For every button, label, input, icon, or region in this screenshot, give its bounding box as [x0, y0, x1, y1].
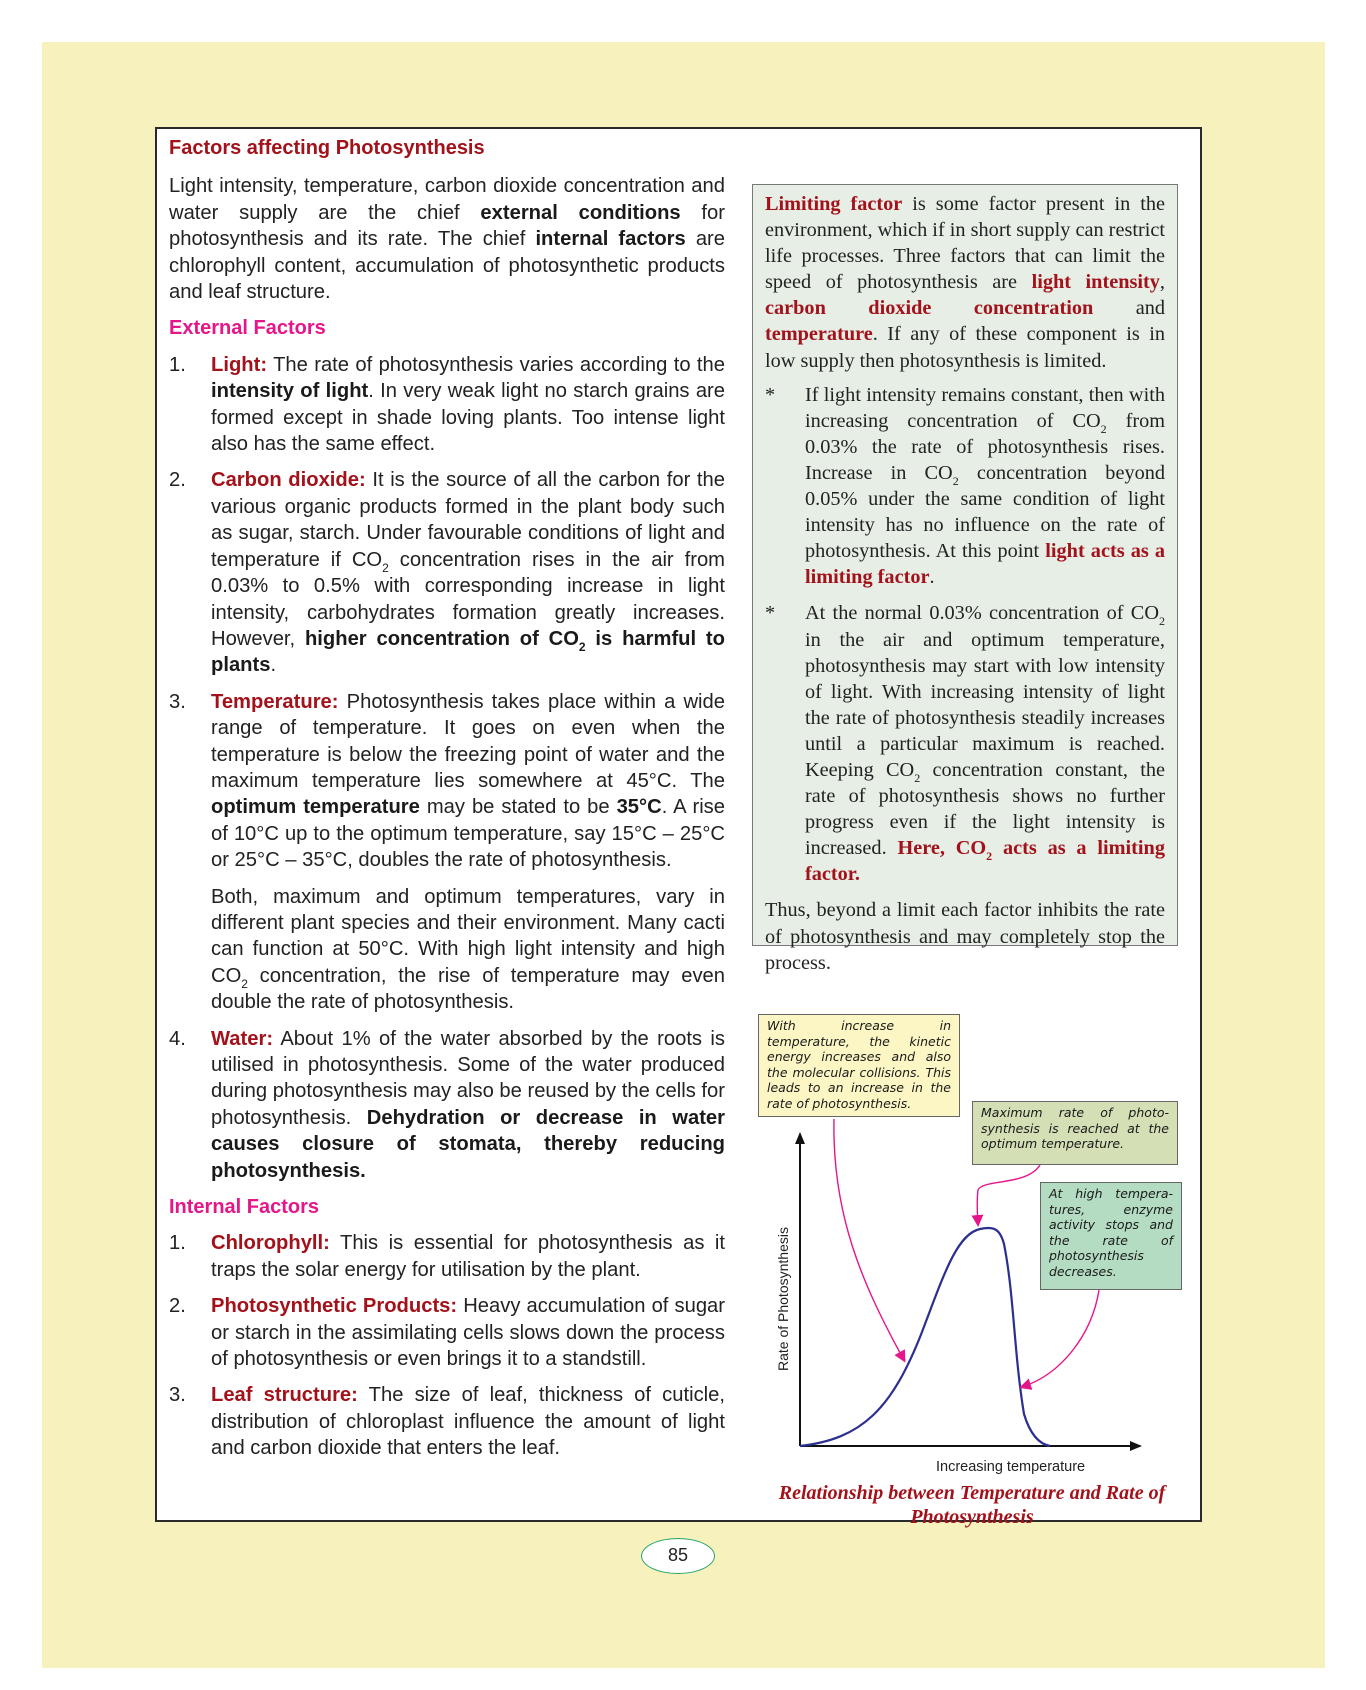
- limiting-factor-box: [752, 184, 1178, 974]
- content-box: [155, 127, 1202, 1528]
- rate-curve: [800, 1228, 1050, 1446]
- intro-paragraph: Light intensity, temperature, carbon dioxide concentration and water supply are the chief external conditions for photosynthesis and its rate. The chief internal factors are chlorophyll content, accumulation of photosynthetic products and leaf structure.: [169, 175, 725, 304]
- list-item-water: 4. Water: About 1% of the water absorbed by the roots is utilised in photosynthesis. Some of the water produced during photosynthesis may also be reused by the cells for photosynthesis. Dehydration or decrease in water causes closure of stomata, thereby reducing photosynthesis.: [169, 1027, 726, 1182]
- asterisk-icon: *: [765, 602, 776, 625]
- asterisk-icon: *: [765, 383, 776, 406]
- y-axis-label: Rate of Photosynthesis: [775, 1227, 791, 1371]
- diagram-caption: Relationship between Temperature and Rate of Photosynthesis: [778, 1482, 1166, 1528]
- list-item-light: 1. Light: The rate of photosynthesis varies according to the intensity of light. In very weak light no starch grains are formed except in shade loving plants. Too intense light also has the same effect.: [169, 353, 725, 456]
- list-item-leaf-structure: 3. Leaf structure: The size of leaf, thickness of cuticle, distribution of chloroplast influence the amount of light and carbon dioxide that enters the leaf.: [169, 1384, 725, 1460]
- internal-factors-heading: Internal Factors: [169, 1196, 320, 1219]
- limiting-factor-intro: Limiting factor is some factor present in the environment, which if in short supply can restrict life processes. Three factors that can limit the speed of photosynthesis are light intensity, carbon dioxide concentration and temperature. If any of these component is in low supply then photosynthesis is limited.: [765, 193, 1165, 372]
- bullet-light-limiting: * If light intensity remains constant, then with increasing concentration of $CO_2$ from 0.03% the rate of photosynthesis rises. Increase in $CO_2$ concentration beyond 0.05% under the same condition of light intensity has no influence on the rate of photosynthesis. At this point light acts as a limiting factor.: [765, 382, 1165, 591]
- external-factors-heading: External Factors: [169, 317, 326, 340]
- page-number: 85: [641, 1538, 715, 1574]
- bullet-co2-limiting: * At the normal 0.03% concentration of $CO_2$ in the air and optimum temperature, photosynthesis may start with low intensity of light. With increasing intensity of light the rate of photosynthesis steadily increases until a particular maximum is reached. Keeping $CO_2$ concentration constant, the rate of photosynthesis shows no further progress even if the light intensity is increased. Here, $CO_2$ acts as a limiting factor.: [765, 600, 1165, 887]
- arrow-peak: [977, 1165, 1040, 1224]
- list-item-photosynthetic-products: 2. Photosynthetic Products: Heavy accumulation of sugar or starch in the assimilating cells slows down the process of photosynthesis or even brings it to a standstill.: [169, 1295, 725, 1371]
- note-maximum-rate: Maximum rate of photo-synthesis is reached at the optimum temperature.: [972, 1101, 1178, 1165]
- arrow-rising: [834, 1119, 904, 1360]
- note-rising-rate: With increase in temperature, the kinetic energy increases and also the molecular collisions. This leads to an increase in the rate of photosynthesis.: [758, 1014, 960, 1117]
- x-axis-label: Increasing temperature: [936, 1459, 1086, 1475]
- list-item-temperature: 3. Temperature: Photosynthesis takes place within a wide range of temperature. It goes on even when the temperature is below the freezing point of water and the maximum temperature lies somewhere at 45°C. The optimum temperature may be stated to be 35°C. A rise of 10°C up to the optimum temperature, say 15°C – 25°C or 25°C – 35°C, doubles the rate of photosynthesis.: [169, 690, 726, 872]
- list-item-chlorophyll: 1. Chlorophyll: This is essential for photosynthesis as it traps the solar energy for utilisation by the plant.: [169, 1232, 725, 1281]
- temperature-rate-diagram: [752, 1014, 1192, 1528]
- main-text-column: [169, 135, 725, 1472]
- sidebar-closing: Thus, beyond a limit each factor inhibits the rate of photosynthesis and may completely stop the process.: [765, 899, 1165, 974]
- list-item-carbon-dioxide: 2. Carbon dioxide: It is the source of all the carbon for the various organic products formed in the plant body such as sugar, starch. Under favourable conditions of light and temperature if $CO_2$ concentration rises in the air from 0.03% to 0.5% with corresponding increase in light intensity, carbohydrates formation greatly increases. However, higher concentration of $CO_2$ is harmful to plants.: [169, 469, 725, 677]
- section-title: Factors affecting Photosynthesis: [169, 137, 485, 159]
- temperature-extra-paragraph: Both, maximum and optimum temperatures, vary in different plant species and their environment. Many cacti can function at 50°C. With high light intensity and high $CO_2$ concentration, the rise of temperature may even double the rate of photosynthesis.: [211, 885, 725, 1014]
- note-high-temperature: At high tempera-tures, enzyme activity stops and the rate of photosynthesis decreases.: [1040, 1182, 1182, 1290]
- arrow-falling: [1022, 1290, 1099, 1387]
